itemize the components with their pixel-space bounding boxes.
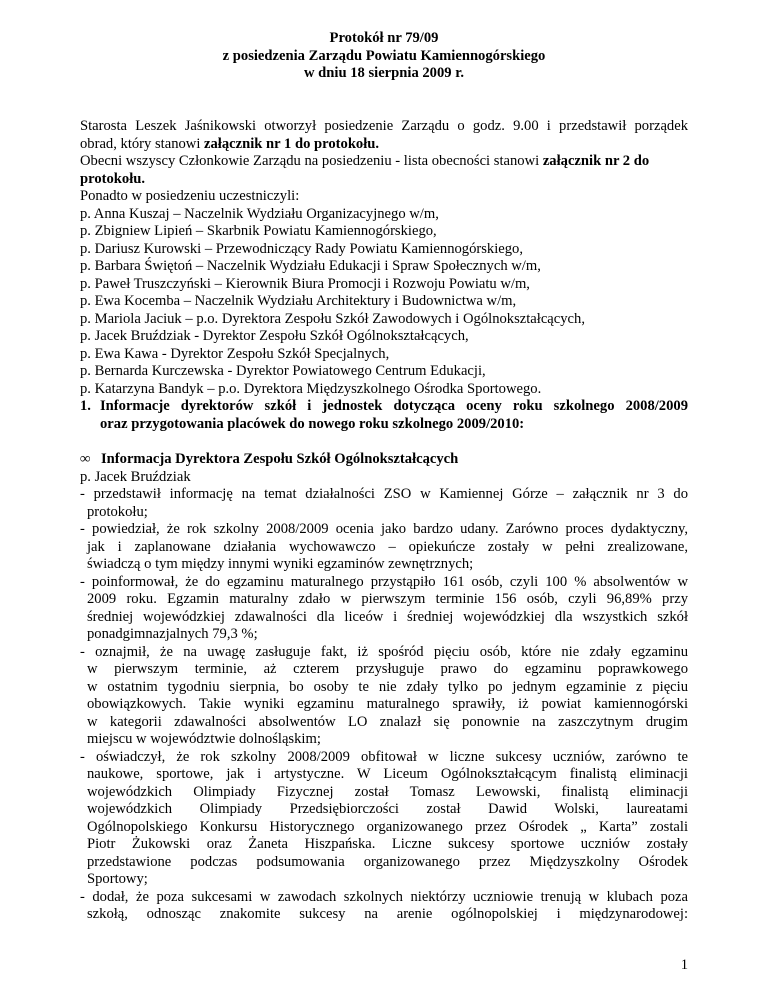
- body-text: [80, 486, 688, 924]
- body-line: Piotr Żukowski oraz Żaneta Hiszpańska. Liczne sukcesy sportowe uczniów zostały: [87, 836, 688, 852]
- body-line: 2009 roku. Egzamin maturalny zdało w pierwszym terminie 156 osób, czyli 96,89% przy: [87, 591, 688, 607]
- body-line: szkołą, odnosząc znakomite sukcesy na arenie ogólnopolskiej i międzynarodowej:: [87, 906, 688, 922]
- participant-item: p. Dariusz Kurowski – Przewodniczący Rady Powiatu Kamiennogórskiego,: [80, 240, 523, 257]
- body-line: - przedstawił informację na temat działalności ZSO w Kamiennej Górze – załącznik nr 3 do: [80, 486, 688, 502]
- intro-line: Starosta Leszek Jaśnikowski otworzył posiedzenie Zarządu o godz. 9.00 i przedstawił porządek: [80, 118, 688, 134]
- body-line: - oznajmił, że na uwagę zasługuje fakt, iż spośród pięciu osób, które nie zdały egzaminu: [80, 643, 688, 660]
- body-line: jak i zaplanowane działania wychowawczo – opiekuńcze zostały w pełni zrealizowane,: [87, 538, 688, 555]
- body-line: miejscu w województwie dolnośląskim;: [87, 731, 321, 747]
- section-title-line: oraz przygotowania placówek do nowego roku szkolnego 2009/2010:: [100, 415, 525, 432]
- body-line: - poinformował, że do egzaminu maturalnego przystąpiło 161 osób, czyli 100 % absolwentów w: [80, 573, 688, 590]
- participant-item: p. Anna Kuszaj – Naczelnik Wydziału Organizacyjnego w/m,: [80, 205, 439, 222]
- participant-item: p. Barbara Świętoń – Naczelnik Wydziału Edukacji i Spraw Społecznych w/m,: [80, 258, 541, 274]
- page-number: 1: [680, 957, 688, 973]
- attachment-ref: załącznik nr 1 do protokołu.: [204, 135, 380, 152]
- participant-item: p. Ewa Kocemba – Naczelnik Wydziału Architektury i Budownictwa w/m,: [80, 293, 517, 309]
- section-title-line: Informacje dyrektorów szkół i jednostek dotycząca oceny roku szkolnego 2008/2009: [100, 398, 688, 414]
- body-line: w ostatnim tygodniu sierpnia, bo osoby te nie zdały tylko po jednym egzaminie z pięciu: [87, 678, 688, 695]
- document-header: [80, 30, 688, 83]
- body-line: świadczą o tym między innymi wyniki egzaminów zewnętrznych;: [87, 556, 474, 572]
- body-line: - dodał, że poza sukcesami w zawodach szkolnych niektórzy uczniowie trenują w klubach poza: [80, 888, 688, 905]
- participant-item: p. Paweł Truszczyński – Kierownik Biura Promocji i Rozwoju Powiatu w/m,: [80, 275, 530, 292]
- participant-item: p. Bernarda Kurczewska - Dyrektor Powiatowego Centrum Edukacji,: [80, 363, 486, 379]
- body-line: - powiedział, że rok szkolny 2008/2009 ocenia jako bardzo udany. Zarówno proces dydaktyczny,: [80, 521, 688, 537]
- speaker-name: p. Jacek Bruździak: [80, 468, 191, 485]
- body-line: - oświadczył, że rok szkolny 2008/2009 obfitował w liczne sukcesy uczniów, zarówno te: [80, 748, 688, 765]
- participants-list: [80, 206, 688, 399]
- body-line: przedstawione podczas podsumowania organizowanego przez Międzyszkolny Ośrodek: [87, 853, 688, 870]
- body-line: średniej wojewódzkiej zdawalności dla liceów i średniej wojewódzkiej dla wszystkich szkół: [87, 608, 688, 625]
- participant-item: p. Zbigniew Lipień – Skarbnik Powiatu Kamiennogórskiego,: [80, 223, 437, 239]
- body-line: protokołu;: [87, 503, 148, 520]
- body-line: obowiązkowych. Takie wyniki egzaminu maturalnego sprawiły, iż powiat kamiennogórski: [87, 696, 688, 712]
- participant-item: p. Jacek Bruździak - Dyrektor Zespołu Szkół Ogólnokształcących,: [80, 328, 469, 344]
- body-line: wojewódzkich Olimpiady Przedsiębiorczości został Dawid Wolski, laureatami: [87, 801, 688, 817]
- participant-item: p. Katarzyna Bandyk – p.o. Dyrektora Międzyszkolnego Ośrodka Sportowego.: [80, 380, 542, 397]
- body-line: w pierwszym terminie, aż czterem przysługuje prawo do egzaminu poprawkowego: [87, 661, 688, 677]
- participant-item: p. Mariola Jaciuk – p.o. Dyrektora Zespołu Szkół Zawodowych i Ogólnokształcących,: [80, 310, 585, 327]
- section-number: 1.: [80, 398, 91, 414]
- intro-line: Obecni wszyscy Członkowie Zarządu na posiedzeniu - lista obecności stanowi załącznik nr 2 do: [80, 153, 650, 169]
- body-line: wojewódzkich Olimpiady Fizycznej został Tomasz Lewowski, finalistą eliminacji: [87, 783, 688, 800]
- meeting-title: z posiedzenia Zarządu Powiatu Kamiennogórskiego: [222, 47, 546, 64]
- intro-paragraph: [80, 118, 688, 398]
- protocol-title: Protokół nr 79/09: [329, 30, 439, 46]
- body-line: Ogólnopolskiego Konkursu Historycznego organizowanego przez Ośrodek „ Karta” zostali: [87, 818, 688, 835]
- subsection-heading: [80, 451, 688, 469]
- meeting-date: w dniu 18 sierpnia 2009 r.: [303, 65, 465, 81]
- body-line: w kategorii zdawalności absolwentów LO znalazł się ponownie na zaszczytnym drugim: [87, 713, 688, 730]
- intro-line: Ponadto w posiedzeniu uczestniczyli:: [80, 188, 300, 204]
- subsection: [80, 451, 688, 924]
- body-line: ponadgimnazjalnych 79,3 %;: [87, 626, 258, 642]
- body-line: Sportowy;: [87, 871, 148, 887]
- intro-line: protokołu.: [80, 170, 146, 187]
- attachment-ref: załącznik nr 2 do: [542, 153, 650, 169]
- body-line: naukowe, sportowe, jak i artystyczne. W Liceum Ogólnokształcącym finalistą eliminacji: [87, 766, 688, 782]
- infinity-bullet-icon: ∞: [80, 451, 91, 467]
- participant-item: p. Ewa Kawa - Dyrektor Zespołu Szkół Specjalnych,: [80, 345, 390, 362]
- section-1-heading: [80, 398, 688, 433]
- intro-line: obrad, który stanowi załącznik nr 1 do protokołu.: [80, 135, 380, 152]
- subsection-title: Informacja Dyrektora Zespołu Szkół Ogólnokształcących: [101, 451, 459, 467]
